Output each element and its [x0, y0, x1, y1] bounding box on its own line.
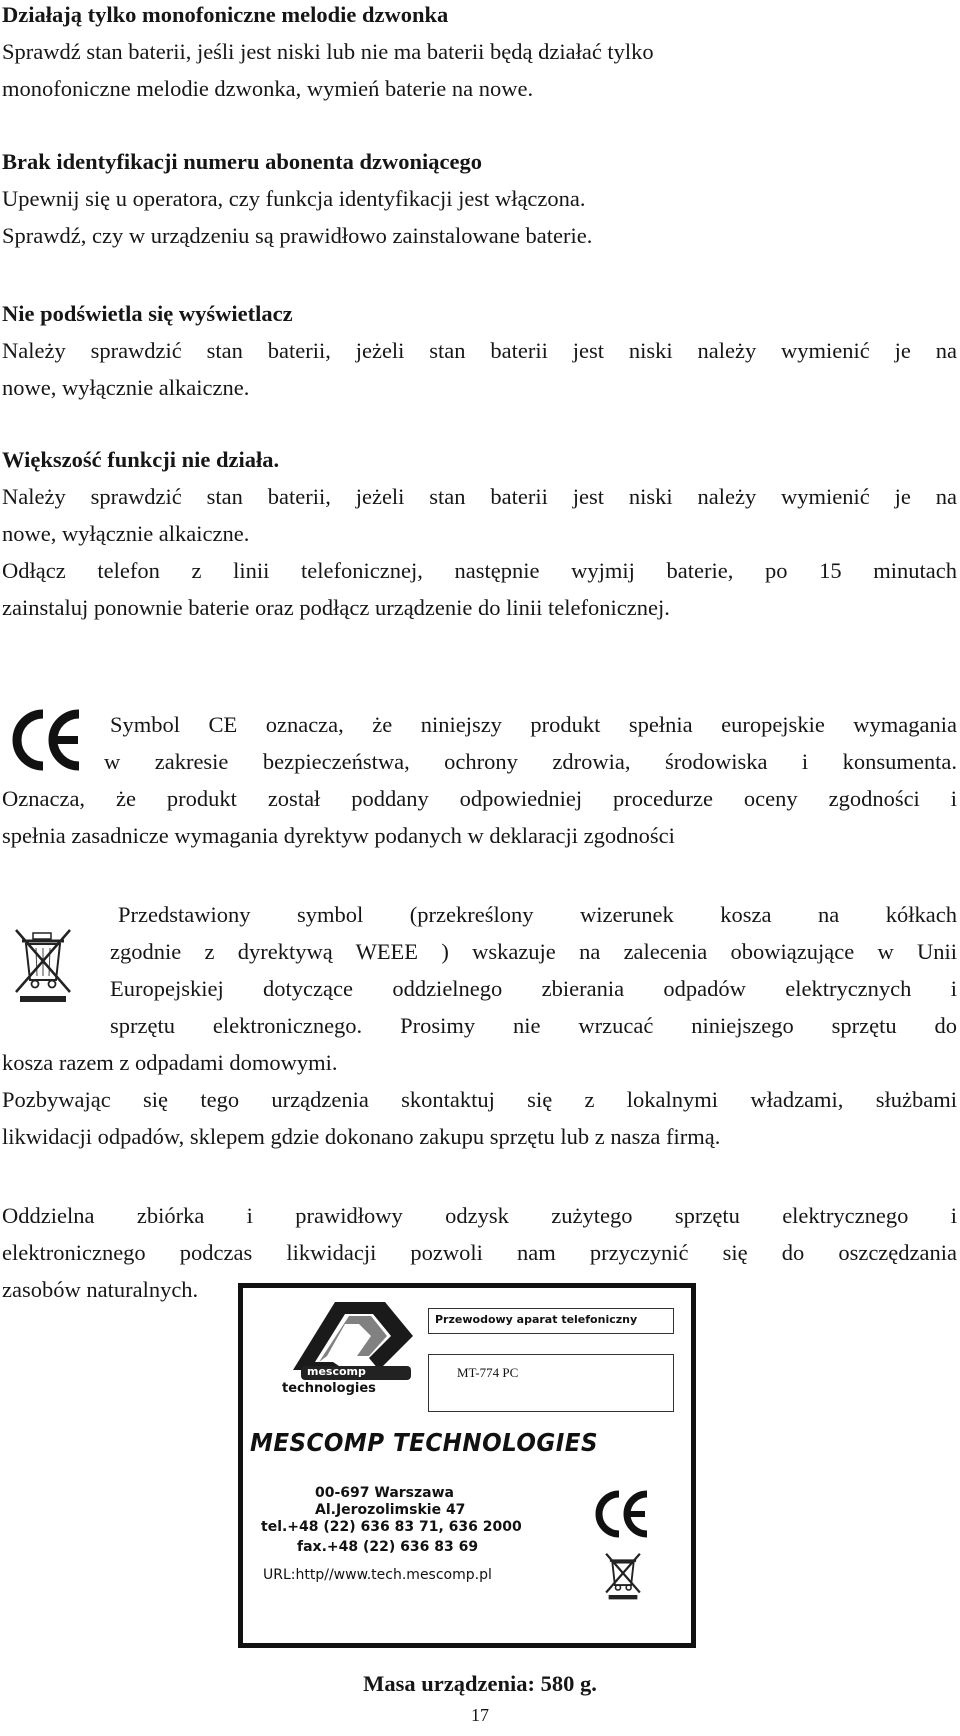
weee-block [2, 896, 957, 1155]
text-line: zgodnie z dyrektywą WEEE ) wskazuje na zalecenia obowiązujące w Unii [110, 939, 957, 964]
text-line: sprzętu elektronicznego. Prosimy nie wrzucać niniejszego sprzętu do [110, 1013, 957, 1038]
device-weight: Masa urządzenia: 580 g. [363, 1671, 597, 1696]
address-line: Al.Jerozolimskie 47 [315, 1502, 466, 1518]
text-line: spełnia zasadnicze wymagania dyrektyw podanych w deklaracji zgodności [2, 823, 675, 848]
address-line: 00-697 Warszawa [315, 1485, 454, 1501]
text-line: Oddzielna zbiórka i prawidłowy odzysk zużytego sprzętu elektrycznego i [2, 1203, 957, 1228]
company-name: MESCOMP TECHNOLOGIES [250, 1428, 598, 1457]
product-type: Przewodowy aparat telefoniczny [435, 1313, 638, 1326]
section-functions [2, 441, 957, 626]
text-line: nowe, wyłącznie alkaiczne. [2, 375, 250, 400]
logo-sub: technologies [282, 1381, 376, 1396]
product-type-box [428, 1308, 674, 1334]
ce-block [2, 706, 957, 854]
section-ringtones [2, 0, 957, 107]
text-line: zainstaluj ponownie baterie oraz podłącz urządzenie do linii telefonicznej. [2, 595, 670, 620]
text-line: kosza razem z odpadami domowymi. [2, 1050, 338, 1075]
page-number: 17 [471, 1705, 489, 1725]
section-backlight [2, 295, 957, 406]
crossed-bin-icon [601, 1550, 645, 1600]
phone-line: tel.+48 (22) 636 83 71, 636 2000 [261, 1519, 522, 1535]
text-line: Symbol CE oznacza, że niniejszy produkt spełnia europejskie wymagania [110, 712, 957, 737]
model-box [428, 1354, 674, 1412]
section-heading: Działają tylko monofoniczne melodie dzwonka [2, 2, 449, 27]
text-line: Należy sprawdzić stan baterii, jeżeli stan baterii jest niski należy wymienić je na [2, 484, 957, 509]
fax-line: fax.+48 (22) 636 83 69 [297, 1539, 479, 1555]
ce-mark-icon [593, 1490, 651, 1538]
text-line: nowe, wyłącznie alkaiczne. [2, 521, 250, 546]
text-line: Przedstawiony symbol (przekreślony wizerunek kosza na kółkach [118, 902, 957, 927]
section-heading: Brak identyfikacji numeru abonenta dzwoniącego [2, 149, 483, 174]
rating-label [238, 1283, 696, 1648]
section-heading: Większość funkcji nie działa. [2, 447, 280, 472]
text-line: Należy sprawdzić stan baterii, jeżeli stan baterii jest niski należy wymienić je na [2, 338, 957, 363]
model-number: MT-774 PC [457, 1365, 519, 1380]
text-line: Odłącz telefon z linii telefonicznej, następnie wyjmij baterie, po 15 minutach [2, 558, 957, 583]
logo-brand: mescomp [307, 1365, 366, 1378]
text-line: Upewnij się u operatora, czy funkcja identyfikacji jest włączona. [2, 186, 586, 211]
section-caller-id [2, 143, 957, 254]
text-line: Europejskiej dotyczące oddzielnego zbierania odpadów elektrycznych i [110, 976, 957, 1001]
text-line: monofoniczne melodie dzwonka, wymień baterie na nowe. [2, 76, 534, 101]
text-line: Sprawdź stan baterii, jeśli jest niski lub nie ma baterii będą działać tylko [2, 39, 654, 64]
text-line: likwidacji odpadów, sklepem gdzie dokonano zakupu sprzętu lub z nasza firmą. [2, 1124, 721, 1149]
text-line: Pozbywając się tego urządzenia skontaktuj się z lokalnymi władzami, służbami [2, 1087, 957, 1112]
text-line: w zakresie bezpieczeństwa, ochrony zdrowia, środowiska i konsumenta. [104, 749, 957, 774]
section-heading: Nie podświetla się wyświetlacz [2, 301, 293, 326]
url-line: URL:http//www.tech.mescomp.pl [263, 1567, 492, 1583]
text-line: elektronicznego podczas likwidacji pozwoli nam przyczynić się do oszczędzania [2, 1240, 957, 1265]
text-line: Sprawdź, czy w urządzeniu są prawidłowo zainstalowane baterie. [2, 223, 593, 248]
text-line: zasobów naturalnych. [2, 1277, 199, 1302]
text-line: Oznacza, że produkt został poddany odpowiedniej procedurze oceny zgodności i [2, 786, 957, 811]
